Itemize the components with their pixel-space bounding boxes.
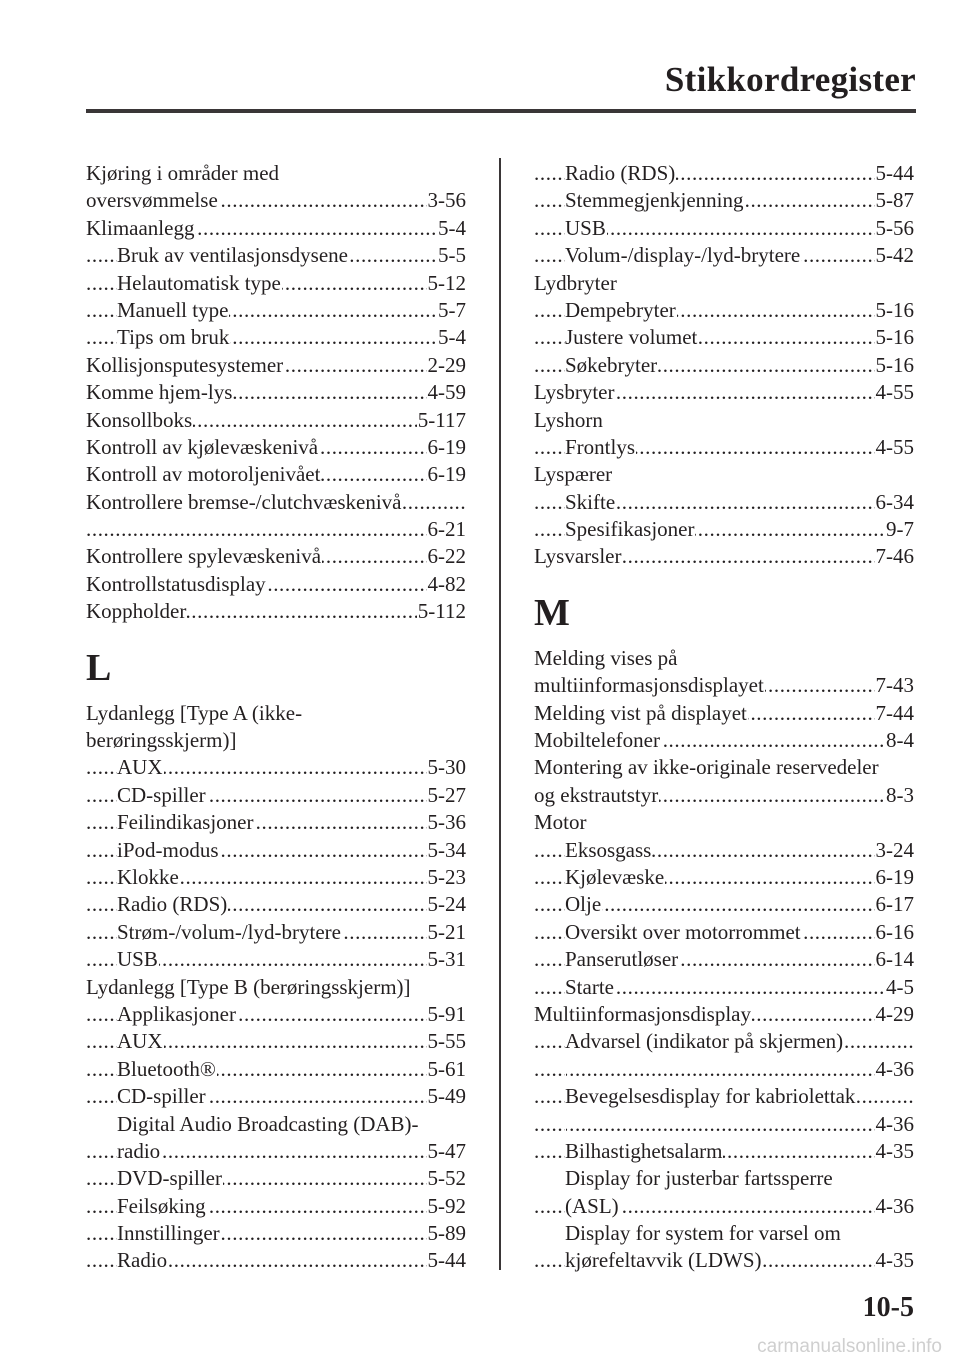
entry-term: USB — [565, 215, 606, 240]
entry-page-ref: 4-82 — [427, 571, 467, 598]
entry-page-ref: 4-36 — [875, 1193, 915, 1220]
index-subentry — [86, 1247, 466, 1274]
index-entry — [86, 379, 466, 406]
entry-term: Montering av ikke-originale reservedeler — [534, 755, 879, 780]
index-subentry — [534, 1220, 914, 1247]
index-subentry — [534, 160, 914, 187]
entry-term: og ekstrautstyr — [534, 782, 659, 807]
entry-term: radio — [117, 1138, 161, 1163]
index-entry — [86, 434, 466, 461]
entry-term: Multiinformasjonsdisplay — [534, 1001, 751, 1026]
entry-term: Display for justerbar fartssperre — [565, 1166, 833, 1191]
index-subentry — [534, 352, 914, 379]
index-subentry — [534, 1193, 914, 1220]
index-entry — [534, 754, 914, 781]
index-subentry — [86, 1165, 466, 1192]
entry-term: Innstillinger — [117, 1221, 220, 1246]
index-subentry — [86, 837, 466, 864]
entry-term: Olje — [565, 892, 602, 917]
watermark: carmanualsonline.info — [757, 1336, 942, 1357]
index-entry — [86, 489, 466, 516]
column-divider — [499, 158, 501, 1270]
index-subentry — [86, 1083, 466, 1110]
entry-page-ref: 4-55 — [875, 379, 915, 406]
entry-term: AUX — [117, 1029, 163, 1054]
entry-page-ref: 8-3 — [885, 782, 914, 809]
entry-page-ref: 7-44 — [875, 700, 915, 727]
entry-term: Lyshorn — [534, 407, 603, 432]
index-subentry — [86, 1138, 466, 1165]
index-subentry — [534, 215, 914, 242]
entry-term: AUX — [117, 755, 163, 780]
index-entry — [86, 727, 466, 754]
entry-term: Melding vist på displayet — [534, 700, 747, 725]
index-subentry — [534, 434, 914, 461]
entry-page-ref: 5-21 — [427, 919, 467, 946]
entry-term: Lydanlegg [Type A (ikke- — [86, 700, 303, 725]
entry-page-ref: 5-49 — [427, 1083, 467, 1110]
entry-page-ref: 9-7 — [885, 516, 914, 543]
entry-term: oversvømmelse — [86, 188, 218, 213]
index-entry — [86, 543, 466, 570]
entry-term: Lydanlegg [Type B (berøringsskjerm)] — [86, 974, 411, 999]
entry-term: Lydbryter — [534, 270, 617, 295]
section-letter: L — [86, 646, 112, 689]
entry-term: Mobiltelefoner — [534, 728, 660, 753]
entry-page-ref: 5-52 — [427, 1165, 467, 1192]
entry-page-ref: 5-12 — [427, 270, 467, 297]
entry-page-ref: 4-35 — [875, 1138, 915, 1165]
entry-term: Melding vises på — [534, 645, 678, 670]
index-subentry — [86, 919, 466, 946]
index-entry — [534, 809, 914, 836]
index-subentry — [534, 864, 914, 891]
entry-page-ref: 6-34 — [875, 489, 915, 516]
index-subentry — [534, 1165, 914, 1192]
index-subentry — [86, 946, 466, 973]
entry-term: Motor — [534, 810, 587, 835]
entry-page-ref: 7-46 — [875, 543, 915, 570]
entry-page-ref: 5-42 — [875, 242, 915, 269]
index-entry — [86, 516, 466, 543]
entry-term: Eksosgass — [565, 837, 652, 862]
entry-term: Konsollboks — [86, 407, 193, 432]
entry-term: Spesifikasjoner — [565, 517, 695, 542]
index-subentry — [86, 754, 466, 781]
entry-term — [565, 1112, 566, 1136]
entry-page-ref: 6-17 — [875, 891, 915, 918]
entry-term: Justere volumet — [565, 325, 698, 350]
entry-term: Strøm-/volum-/lyd-brytere — [117, 919, 341, 944]
entry-page-ref: 5-23 — [427, 864, 467, 891]
entry-page-ref: 8-4 — [885, 727, 914, 754]
entry-page-ref: 6-16 — [875, 919, 915, 946]
index-subentry — [534, 1028, 914, 1055]
entry-page-ref: 4-29 — [875, 1001, 915, 1028]
entry-term: Digital Audio Broadcasting (DAB)- — [117, 1111, 419, 1136]
entry-page-ref: 5-7 — [437, 297, 466, 324]
index-subentry — [86, 782, 466, 809]
entry-term: Volum-/display-/lyd-brytere — [565, 243, 801, 268]
entry-term: Radio — [117, 1248, 168, 1273]
index-subentry — [534, 187, 914, 214]
entry-term: multiinformasjonsdisplayet — [534, 673, 764, 698]
entry-page-ref: 6-19 — [427, 461, 467, 488]
entry-page-ref: 5-44 — [427, 1247, 467, 1274]
index-subentry — [86, 1220, 466, 1247]
entry-page-ref: 5-92 — [427, 1193, 467, 1220]
index-entry — [86, 700, 466, 727]
index-subentry — [534, 489, 914, 516]
entry-term: Lyspærer — [534, 462, 613, 487]
entry-term: DVD-spiller — [117, 1166, 222, 1191]
entry-term: Helautomatisk type — [117, 270, 281, 295]
entry-page-ref: 4-36 — [875, 1111, 915, 1138]
entry-page-ref: 5-34 — [427, 837, 467, 864]
entry-term: CD-spiller — [117, 782, 206, 807]
entry-term: iPod-modus — [117, 837, 219, 862]
entry-term: Kontrollere bremse-/clutchvæskenivå — [86, 489, 402, 514]
entry-term: Kjøring i områder med — [86, 161, 280, 185]
entry-term: CD-spiller — [117, 1084, 206, 1109]
entry-term: kjørefeltavvik (LDWS) — [565, 1248, 762, 1273]
index-entry — [534, 1001, 914, 1028]
index-column-right — [534, 160, 914, 1275]
entry-page-ref: 5-27 — [427, 782, 467, 809]
entry-page-ref: 7-43 — [875, 672, 915, 699]
entry-page-ref: 5-55 — [427, 1028, 467, 1055]
index-subentry — [534, 919, 914, 946]
entry-term: USB — [117, 947, 158, 972]
entry-page-ref: 3-56 — [427, 187, 467, 214]
index-entry — [534, 700, 914, 727]
index-entry — [534, 379, 914, 406]
entry-term — [86, 517, 87, 541]
entry-page-ref: 5-4 — [437, 215, 466, 242]
entry-term: Bilhastighetsalarm — [565, 1138, 723, 1163]
entry-term: Skifte — [565, 489, 616, 514]
entry-page-ref: 6-19 — [875, 864, 915, 891]
section-letter: M — [534, 591, 570, 634]
entry-term: Kjølevæske — [565, 864, 665, 889]
index-subentry — [86, 270, 466, 297]
index-subentry — [86, 1001, 466, 1028]
index-subentry — [534, 242, 914, 269]
index-entry — [534, 645, 914, 672]
entry-page-ref: 5-87 — [875, 187, 915, 214]
entry-page-ref: 4-35 — [875, 1247, 915, 1274]
index-column-left — [86, 160, 466, 1275]
index-subentry — [534, 1247, 914, 1274]
page-number: 10-5 — [862, 1292, 914, 1323]
entry-page-ref: 6-22 — [427, 543, 467, 570]
entry-page-ref: 5-61 — [427, 1056, 467, 1083]
index-entry — [534, 270, 914, 297]
entry-page-ref: 6-21 — [427, 516, 467, 543]
entry-term: Applikasjoner — [117, 1001, 236, 1026]
page-header-title: Stikkordregister — [664, 60, 916, 99]
index-entry — [534, 543, 914, 570]
entry-page-ref: 5-31 — [427, 946, 467, 973]
index-subentry — [534, 297, 914, 324]
entry-term: berøringsskjerm)] — [86, 728, 237, 753]
entry-term: Kontrollere spylevæskenivå — [86, 544, 322, 569]
header-rule — [86, 109, 916, 113]
index-subentry — [86, 324, 466, 351]
entry-page-ref: 4-36 — [875, 1056, 915, 1083]
entry-page-ref: 4-5 — [885, 974, 914, 1001]
entry-page-ref: 2-29 — [427, 352, 467, 379]
entry-page-ref: 5-47 — [427, 1138, 467, 1165]
entry-term: Lysbryter — [534, 380, 615, 405]
entry-page-ref: 5-89 — [427, 1220, 467, 1247]
entry-term: Søkebryter — [565, 352, 658, 377]
entry-page-ref: 5-117 — [417, 407, 466, 434]
entry-page-ref: 5-16 — [875, 352, 915, 379]
entry-term: Kontrollstatusdisplay — [86, 571, 266, 596]
index-subentry — [86, 891, 466, 918]
index-subentry — [86, 809, 466, 836]
index-subentry — [86, 1111, 466, 1138]
index-subentry — [534, 974, 914, 1001]
entry-term: Bevegelsesdisplay for kabriolettak — [565, 1084, 856, 1109]
index-subentry — [534, 1056, 914, 1083]
index-subentry — [534, 837, 914, 864]
entry-term: Display for system for varsel om — [565, 1221, 841, 1246]
index-subentry — [534, 1111, 914, 1138]
entry-term: Radio (RDS) — [117, 892, 228, 917]
entry-page-ref: 5-4 — [437, 324, 466, 351]
entry-term: Panserutløser — [565, 947, 679, 972]
entry-term: Oversikt over motorrommet — [565, 919, 801, 944]
entry-term: Komme hjem-lys — [86, 380, 233, 405]
index-subentry — [86, 1193, 466, 1220]
entry-page-ref: 6-19 — [427, 434, 467, 461]
entry-term: Klokke — [117, 864, 179, 889]
entry-term: Tips om bruk — [117, 325, 230, 350]
entry-page-ref: 5-36 — [427, 809, 467, 836]
index-subentry — [534, 946, 914, 973]
entry-page-ref: 5-91 — [427, 1001, 467, 1028]
index-subentry — [534, 1083, 914, 1110]
entry-page-ref: 5-30 — [427, 754, 467, 781]
index-entry — [86, 215, 466, 242]
entry-term: Feilindikasjoner — [117, 810, 254, 835]
entry-term: Kontroll av kjølevæskenivå — [86, 434, 319, 459]
entry-term: Manuell type — [117, 297, 229, 322]
index-subentry — [534, 516, 914, 543]
index-entry — [534, 782, 914, 809]
entry-page-ref: 5-16 — [875, 324, 915, 351]
entry-term: Lysvarsler — [534, 544, 622, 569]
entry-term: Kontroll av motoroljenivået — [86, 462, 321, 487]
index-entry — [86, 352, 466, 379]
index-entry — [86, 461, 466, 488]
entry-page-ref: 4-59 — [427, 379, 467, 406]
entry-term: Radio (RDS) — [565, 161, 676, 185]
entry-page-ref: 5-56 — [875, 215, 915, 242]
entry-term — [565, 1057, 566, 1081]
entry-page-ref: 6-14 — [875, 946, 915, 973]
index-subentry — [86, 1056, 466, 1083]
entry-page-ref: 5-5 — [437, 242, 466, 269]
index-entry — [86, 407, 466, 434]
entry-page-ref: 4-55 — [875, 434, 915, 461]
index-subentry — [86, 1028, 466, 1055]
entry-page-ref: 5-24 — [427, 891, 467, 918]
entry-term: Starte — [565, 974, 614, 999]
index-entry — [86, 160, 466, 187]
entry-page-ref: 5-16 — [875, 297, 915, 324]
entry-term: Advarsel (indikator på skjermen) — [565, 1029, 844, 1054]
entry-term: (ASL) — [565, 1193, 619, 1218]
index-entry — [534, 407, 914, 434]
entry-term: Stemmegjenkjenning — [565, 188, 744, 213]
entry-term: Dempebryter — [565, 297, 676, 322]
index-entry — [534, 461, 914, 488]
entry-term: Feilsøking — [117, 1193, 206, 1218]
index-entry — [86, 571, 466, 598]
index-subentry — [534, 891, 914, 918]
index-entry — [86, 974, 466, 1001]
index-subentry — [86, 242, 466, 269]
entry-term: Bluetooth® — [117, 1056, 216, 1081]
index-subentry — [534, 1138, 914, 1165]
index-subentry — [86, 864, 466, 891]
entry-page-ref: 3-24 — [875, 837, 915, 864]
index-subentry — [534, 324, 914, 351]
entry-term: Klimaanlegg — [86, 215, 195, 240]
entry-term: Frontlys — [565, 434, 636, 459]
index-entry — [534, 727, 914, 754]
index-entry — [86, 187, 466, 214]
index-subentry — [86, 297, 466, 324]
entry-page-ref: 5-44 — [875, 160, 915, 187]
entry-term: Kollisjonsputesystemer — [86, 352, 284, 377]
entry-page-ref: 5-112 — [417, 598, 466, 625]
index-entry — [86, 598, 466, 625]
entry-term: Koppholder — [86, 599, 187, 624]
index-entry — [534, 672, 914, 699]
entry-term: Bruk av ventilasjonsdysene — [117, 243, 348, 268]
